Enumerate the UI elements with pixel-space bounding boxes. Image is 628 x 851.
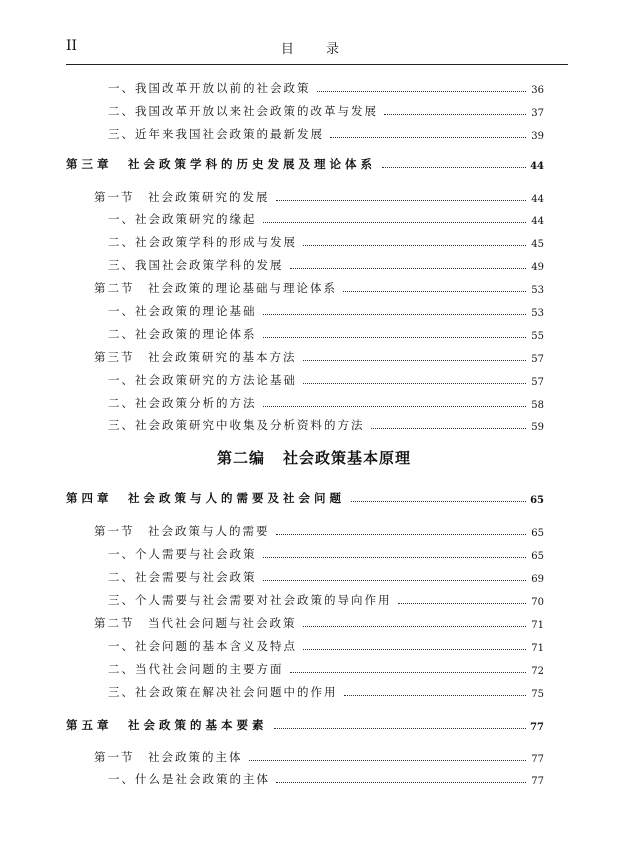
dot-leader — [263, 221, 527, 223]
toc-entry-section[interactable]: 一、社会政策的理论基础 53 — [108, 304, 544, 319]
page-number: II — [66, 38, 78, 54]
dot-leader — [303, 244, 526, 246]
page-ref: 57 — [531, 377, 544, 388]
dot-leader — [330, 136, 526, 138]
dot-leader — [276, 199, 527, 201]
page-ref: 71 — [531, 643, 544, 654]
dot-leader — [263, 313, 527, 315]
dot-leader — [263, 556, 527, 558]
page-ref: 75 — [531, 689, 544, 700]
toc-entry-section[interactable]: 一、社会政策研究的缘起 44 — [108, 212, 544, 227]
dot-leader — [290, 267, 527, 269]
dot-leader — [263, 405, 527, 407]
toc-entry-subchapter[interactable]: 第一节 社会政策的主体 77 — [94, 750, 544, 765]
toc-entry-chapter[interactable]: 第四章 社会政策与人的需要及社会问题 65 — [66, 491, 544, 506]
page-ref: 71 — [531, 620, 544, 631]
page-ref: 69 — [531, 574, 544, 585]
toc-entry-section[interactable]: 三、社会政策在解决社会问题中的作用 75 — [108, 685, 544, 700]
page-ref: 72 — [531, 666, 544, 677]
toc-entry-subchapter[interactable]: 第一节 社会政策研究的发展 44 — [94, 190, 544, 205]
dot-leader — [276, 781, 526, 783]
page-ref: 70 — [531, 597, 544, 608]
page-ref: 58 — [531, 400, 544, 411]
dot-leader — [274, 727, 527, 729]
toc-entry-subchapter[interactable]: 第一节 社会政策与人的需要 65 — [94, 524, 544, 539]
page-ref: 77 — [530, 722, 544, 733]
page-ref: 65 — [531, 528, 544, 539]
toc-entry-section[interactable]: 一、社会政策研究的方法论基础 57 — [108, 373, 544, 388]
toc-entry-section[interactable]: 二、社会政策学科的形成与发展 45 — [108, 235, 544, 250]
page-ref: 65 — [530, 495, 544, 506]
page-ref: 44 — [531, 216, 544, 227]
dot-leader — [303, 359, 527, 361]
toc-entry-section[interactable]: 二、社会政策的理论体系 55 — [108, 327, 544, 342]
page-ref: 57 — [531, 354, 544, 365]
toc-entry-subchapter[interactable]: 第二节 社会政策的理论基础与理论体系 53 — [94, 281, 544, 296]
dot-leader — [382, 166, 526, 168]
dot-leader — [263, 579, 527, 581]
page-ref: 77 — [531, 754, 544, 765]
dot-leader — [303, 625, 527, 627]
dot-leader — [343, 290, 526, 292]
page-ref: 44 — [531, 194, 544, 205]
dot-leader — [303, 648, 526, 650]
page-ref: 39 — [531, 131, 544, 142]
toc-entry-section[interactable]: 二、社会政策分析的方法 58 — [108, 396, 544, 411]
page-ref: 36 — [531, 85, 544, 96]
page-ref: 77 — [531, 776, 544, 787]
page-ref: 59 — [531, 422, 544, 433]
part-title: 社会政策基本原理 — [283, 449, 412, 467]
toc-entry-section[interactable]: 一、社会问题的基本含义及特点 71 — [108, 639, 544, 654]
toc-entry-section[interactable]: 三、近年来我国社会政策的最新发展 39 — [108, 127, 544, 142]
dot-leader — [351, 500, 526, 502]
dot-leader — [249, 759, 527, 761]
page-ref: 65 — [531, 551, 544, 562]
dot-leader — [303, 382, 526, 384]
page-ref: 55 — [531, 331, 544, 342]
dot-leader — [290, 671, 527, 673]
dot-leader — [344, 694, 527, 696]
header-rule — [66, 64, 568, 65]
toc-entry-section[interactable]: 一、我国改革开放以前的社会政策 36 — [108, 81, 544, 96]
toc-entry-section[interactable]: 二、社会需要与社会政策 69 — [108, 570, 544, 585]
dot-leader — [276, 533, 527, 535]
toc-entry-chapter[interactable]: 第三章 社会政策学科的历史发展及理论体系 44 — [66, 157, 544, 172]
toc-entry-section[interactable]: 三、社会政策研究中收集及分析资料的方法 59 — [108, 418, 544, 433]
dot-leader — [371, 427, 527, 429]
page-ref: 44 — [530, 161, 544, 172]
toc-entry-section[interactable]: 三、个人需要与社会需要对社会政策的导向作用 70 — [108, 593, 544, 608]
toc-entry-section[interactable]: 一、个人需要与社会政策 65 — [108, 547, 544, 562]
toc-entry-section[interactable]: 二、当代社会问题的主要方面 72 — [108, 662, 544, 677]
page-ref: 37 — [531, 108, 544, 119]
dot-leader — [317, 90, 527, 92]
toc-entry-section[interactable]: 二、我国改革开放以来社会政策的改革与发展 37 — [108, 104, 544, 119]
page-ref: 53 — [531, 285, 544, 296]
toc-entry-subchapter[interactable]: 第三节 社会政策研究的基本方法 57 — [94, 350, 544, 365]
page-ref: 45 — [531, 239, 544, 250]
header-title: 目 录 — [280, 42, 354, 57]
toc-entry-subchapter[interactable]: 第二节 当代社会问题与社会政策 71 — [94, 616, 544, 631]
page-header — [66, 38, 568, 68]
part-number: 第二编 — [216, 449, 265, 467]
page-ref: 49 — [531, 262, 544, 273]
toc-entry-section[interactable]: 一、什么是社会政策的主体 77 — [108, 772, 544, 787]
toc-entry-section[interactable]: 三、我国社会政策学科的发展 49 — [108, 258, 544, 273]
dot-leader — [263, 336, 527, 338]
part-heading[interactable] — [0, 447, 628, 468]
toc-entry-chapter[interactable]: 第五章 社会政策的基本要素 77 — [66, 718, 544, 733]
page-ref: 53 — [531, 308, 544, 319]
dot-leader — [384, 113, 526, 115]
dot-leader — [398, 602, 527, 604]
